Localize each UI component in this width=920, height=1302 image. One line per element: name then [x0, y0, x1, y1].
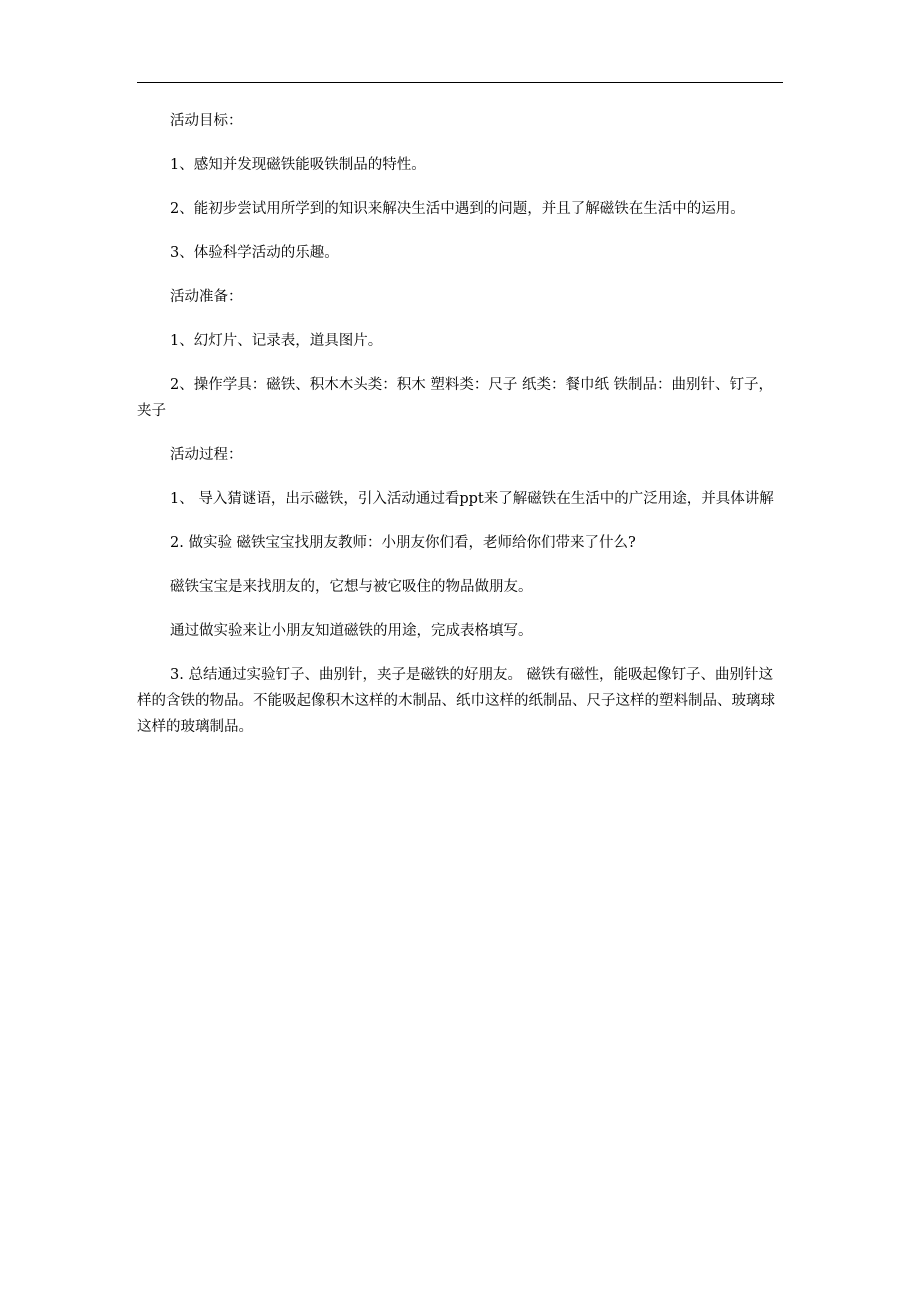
process-paragraph: 通过做实验来让小朋友知道磁铁的用途，完成表格填写。 [170, 623, 533, 639]
process-item-3: 3. 总结通过实验钉子、曲别针，夹子是磁铁的好朋友。 磁铁有磁性，能吸起像钉子、曲别针这样的含铁的物品。不能吸起像积木这样的木制品、纸巾这样的纸制品、尺子这样的塑料制品、玻璃球这样的玻璃制品。 [137, 667, 775, 735]
goal-item-3: 3、体验科学活动的乐趣。 [170, 245, 339, 261]
preparation-item-2: 2、操作学具：磁铁、积木木头类：积木 塑料类：尺子 纸类：餐巾纸 铁制品：曲别针、钉子，夹子 [137, 377, 774, 419]
process-item-2: 2. 做实验 磁铁宝宝找朋友教师：小朋友你们看，老师给你们带来了什么? [170, 535, 636, 551]
heading-preparation: 活动准备： [170, 289, 243, 305]
document-body [137, 108, 787, 758]
preparation-item-1: 1、幻灯片、记录表，道具图片。 [170, 333, 383, 349]
process-paragraph: 磁铁宝宝是来找朋友的，它想与被它吸住的物品做朋友。 [170, 579, 533, 595]
goal-item-1: 1、感知并发现磁铁能吸铁制品的特性。 [170, 157, 426, 173]
heading-goals: 活动目标： [170, 113, 243, 129]
process-item-1: 1、 导入猜谜语，出示磁铁，引入活动通过看ppt来了解磁铁在生活中的广泛用途，并具体讲解 [170, 491, 774, 507]
goal-item-2: 2、能初步尝试用所学到的知识来解决生活中遇到的问题，并且了解磁铁在生活中的运用。 [170, 201, 745, 217]
header-rule [137, 82, 783, 83]
heading-process: 活动过程： [170, 447, 243, 463]
